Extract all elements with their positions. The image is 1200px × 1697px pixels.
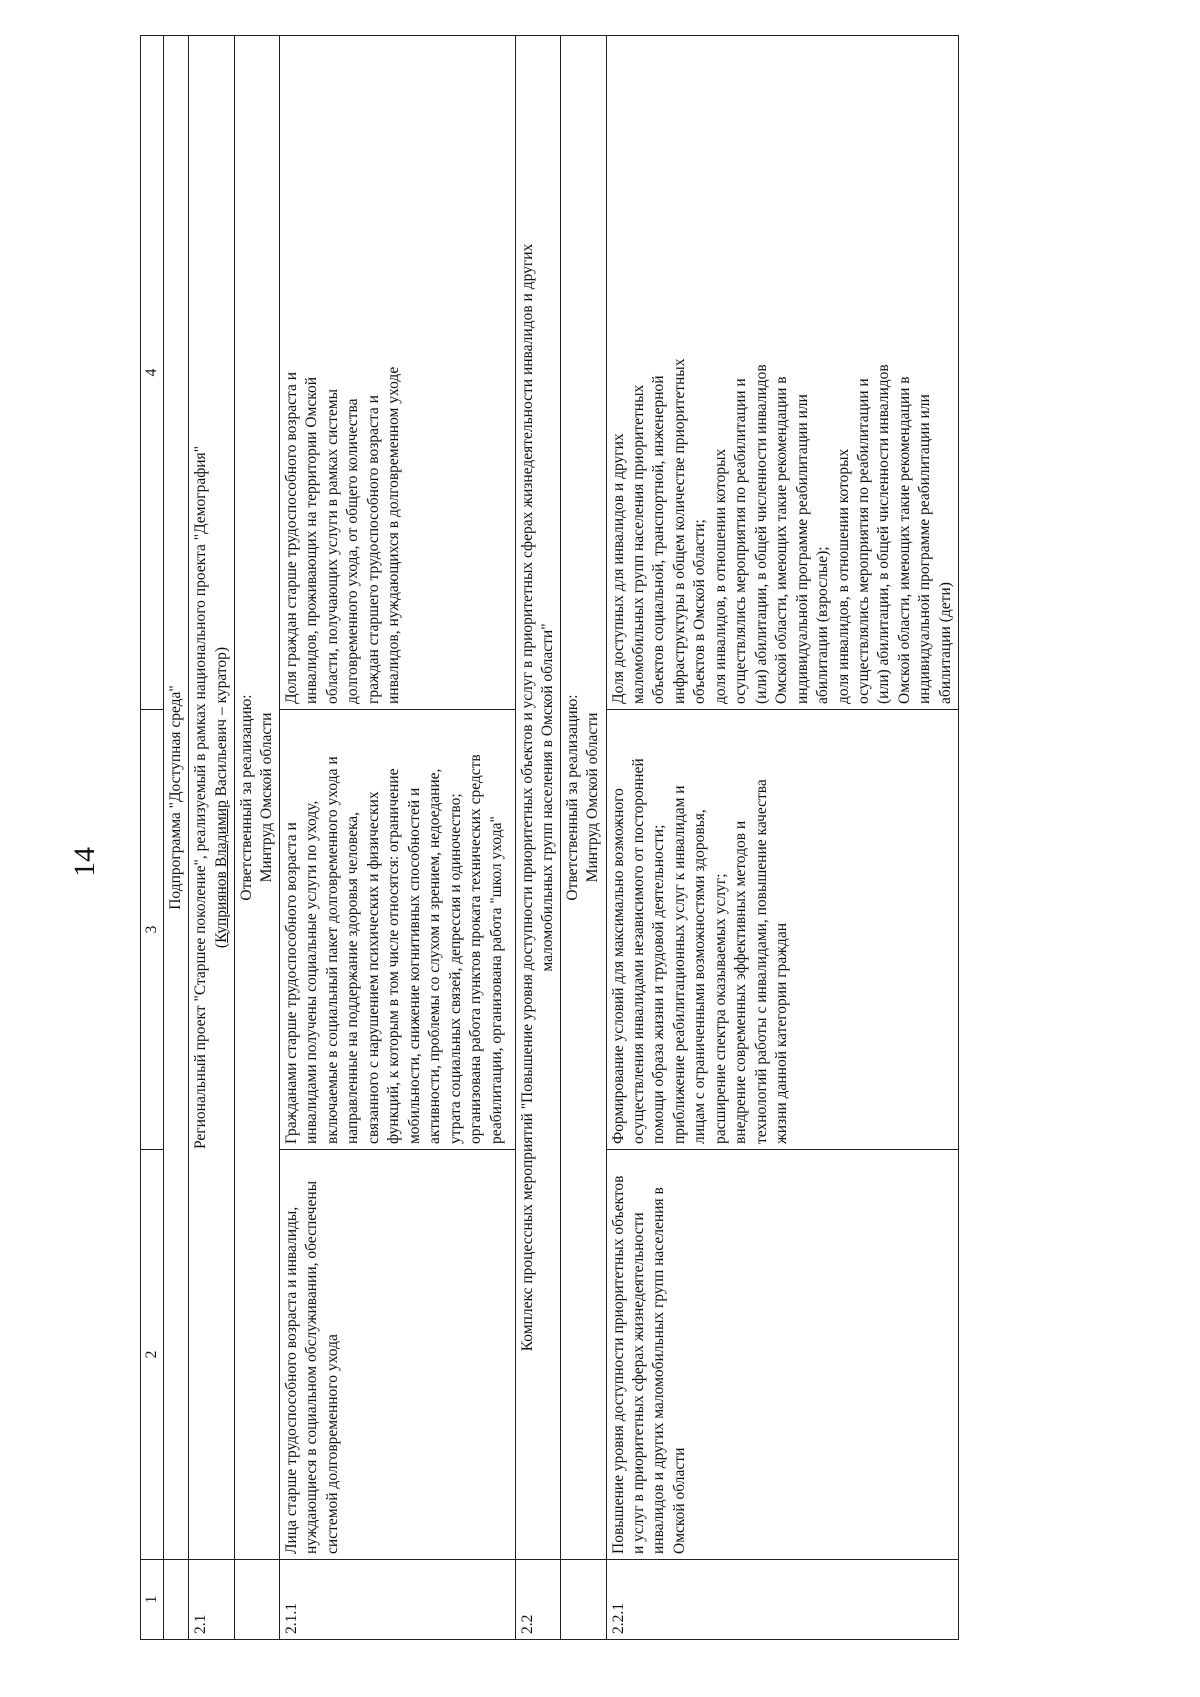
section-title-line2: маломобильных групп населения в Омской области" [539, 623, 557, 972]
responsible-cell [234, 36, 279, 1560]
header-col-4: 4 [141, 36, 164, 710]
section-title-line1: Региональный проект "Старшее поколение", реализуемый в рамках национального проекта "Демография" [192, 445, 210, 1150]
program-table [140, 35, 959, 1640]
row-result-cell: Лица старше трудоспособного возраста и инвалиды, нуждающиеся в социальном обслуживании, обеспечены системой долговременного ухода [280, 1150, 516, 1560]
table-row [280, 36, 516, 1640]
row-indicator-cell: Доля доступных для инвалидов и других маломобильных групп населения приоритетных объектов социальной, транспортной, инженерной инфраструктуры в общем количестве приоритетных объектов в Омской области; доля инвалидов, в отношении которых осуществлялись мероприятия по реабилитации и (или) абилитации, в общей численности инвалидов Омской области, имеющих такие рекомендации в индивидуальной программе реабилитации или абилитации (взрослые); доля инвалидов, в отношении которых осуществлялись мероприятия по реабилитации и (или) абилитации, в общей численности инвалидов Омской области, имеющих такие рекомендации в индивидуальной программе реабилитации или абилитации (дети) [606, 36, 959, 710]
curator-name: Куприянов Владимир [212, 800, 230, 943]
section-number: 2.1 [189, 1560, 234, 1640]
header-col-1: 1 [141, 1560, 164, 1640]
section-row [189, 36, 234, 1640]
table-row [606, 36, 959, 1640]
section-title-line2 [212, 41, 232, 1554]
responsible-num-cell [561, 1560, 606, 1640]
page-number: 14 [68, 847, 101, 877]
header-col-2: 2 [141, 1150, 164, 1560]
subprogram-title: Подпрограмма "Доступная среда" [164, 36, 189, 1560]
responsible-row [561, 36, 606, 1640]
row-description-cell: Гражданами старше трудоспособного возраста и инвалидами получены социальные услуги по уходу, включаемые в социальный пакет долговременного ухода и направленные на поддержание здоровья человека, связанного с нарушением психических и физических функций, к которым в том числе относятся: ограничение мобильности, снижение когнитивных способностей и активности, проблемы со слухом и зрением, недоедание, утрата социальных связей, депрессия и одиночество; организована работа пунктов проката технических средств реабилитации, организована работа "школ ухода" [280, 710, 516, 1150]
row-result-cell: Повышение уровня доступности приоритетных объектов и услуг в приоритетных сферах жизнедеятельности инвалидов и других маломобильных групп населения в Омской области [606, 1150, 959, 1560]
row-number: 2.1.1 [280, 1560, 516, 1640]
row-indicator-cell: Доля граждан старше трудоспособного возраста и инвалидов, проживающих на территории Омской области, получающих услуги в рамках системы долговременного ухода, от общего количества граждан старшего трудоспособного возраста и инвалидов, нуждающихся в долговременном уходе [280, 36, 516, 710]
responsible-row [234, 36, 279, 1640]
row-description-cell: Формирование условий для максимально возможного осуществления инвалидами независимого от посторонней помощи образа жизни и трудовой деятельности; приближение реабилитационных услуг к инвалидам и лицам с ограниченными возможностями здоровья, расширение спектра оказываемых услуг; внедрение современных эффективных методов и технологий работы с инвалидами, повышение качества жизни данной категории граждан [606, 710, 959, 1150]
responsible-org: Минтруд Омской области [584, 712, 602, 883]
responsible-org: Минтруд Омской области [257, 712, 275, 883]
section-title [189, 36, 234, 1560]
section-number: 2.2 [516, 1560, 561, 1640]
section-row [516, 36, 561, 1640]
header-row [141, 36, 164, 1640]
header-col-3: 3 [141, 710, 164, 1150]
responsible-label: Ответственный за реализацию: [564, 694, 582, 901]
subprogram-row [164, 36, 189, 1640]
row-number: 2.2.1 [606, 1560, 959, 1640]
section-title-line1: Комплекс процессных мероприятий "Повышение уровня доступности приоритетных объектов и услуг в приоритетных сферах жизнедеятельности инвалидов и других [519, 243, 537, 1352]
curator-prefix: ( [212, 942, 230, 949]
section-title [516, 36, 561, 1560]
curator-suffix: Васильевич – куратор) [212, 646, 230, 801]
responsible-label: Ответственный за реализацию: [237, 694, 255, 901]
responsible-num-cell [234, 1560, 279, 1640]
subprogram-num-cell [164, 1560, 189, 1640]
rotated-table-sheet [140, 36, 1080, 1640]
responsible-cell [561, 36, 606, 1560]
